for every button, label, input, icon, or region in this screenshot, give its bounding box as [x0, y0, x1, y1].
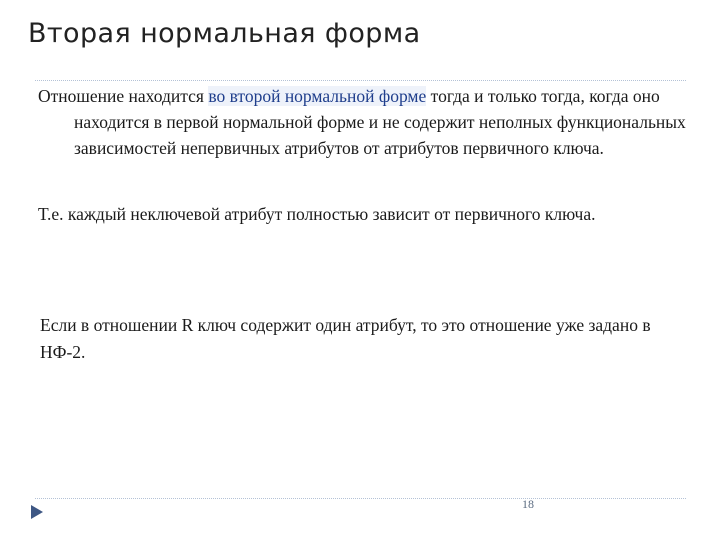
definition-highlight: во второй нормальной форме — [208, 86, 427, 106]
definition-paragraph — [38, 83, 688, 161]
explanation-paragraph: Т.е. каждый неключевой атрибут полностью зависит от первичного ключа. — [38, 204, 596, 224]
triangle-right-icon[interactable] — [30, 504, 44, 520]
title-divider — [35, 80, 686, 81]
note-paragraph: Если в отношении R ключ содержит один атрибут, то это отношение уже задано в НФ-2. — [40, 315, 651, 362]
definition-text-end: тогда и только тогда, когда оно находится в первой нормальной форме и не содержит неполных функциональных зависимостей непервичных атрибутов от атрибутов первичного ключа. — [74, 86, 686, 158]
page-number: 18 — [522, 497, 534, 511]
nav-arrow-shape — [31, 505, 43, 519]
footer-divider — [35, 498, 686, 499]
page-title: Вторая нормальная форма — [28, 18, 421, 49]
definition-text-start: Отношение находится — [38, 86, 209, 106]
